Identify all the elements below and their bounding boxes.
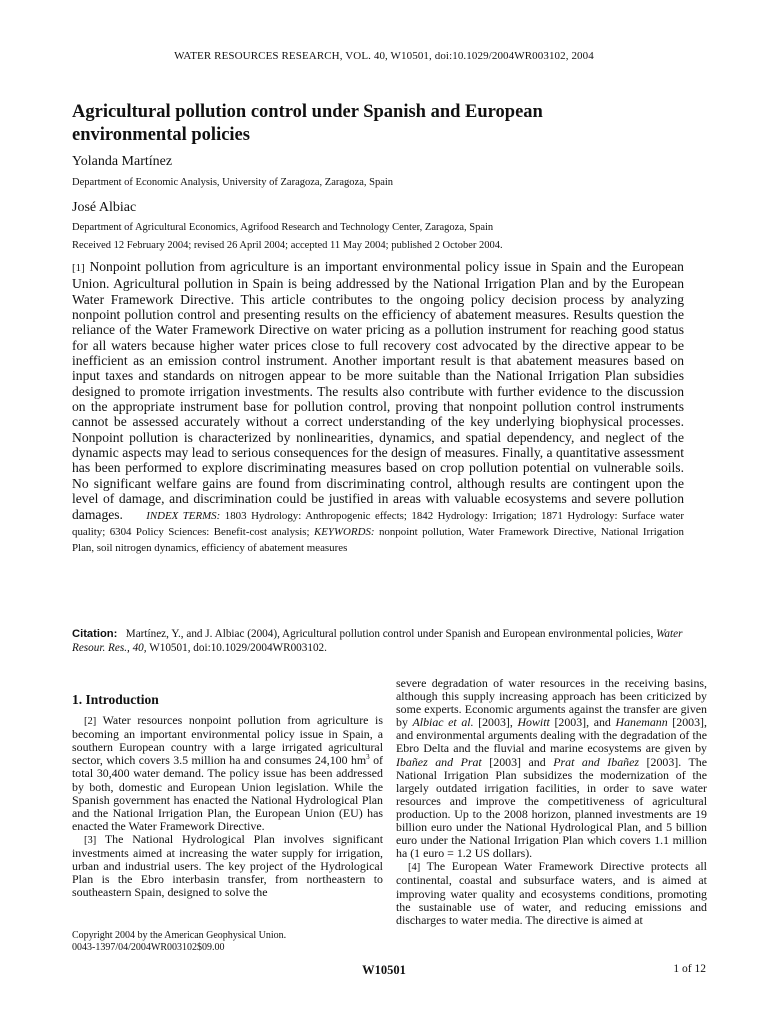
body-paragraph bbox=[396, 860, 707, 926]
paragraph-text: [2003]. The National Irrigation Plan subsidizes the modernization of the largely outdated irrigation facilities, in order to save water resources and improve the competitiveness of agricultural production. Up to the 2008 horizon, planned investments are 19 billion euro under the National Hydrological Plan, and 5 billion euro under the National Irrigation Plan which covers 1.1 million ha (1 euro = 1.2 US dollars). bbox=[396, 754, 708, 861]
body-paragraph bbox=[72, 714, 383, 833]
author-name: Yolanda Martínez bbox=[72, 154, 173, 169]
paragraph-text: Water resources nonpoint pollution from agriculture is becoming an important environmental policy issue in Spain, a southern European country with a large irrigated agricultural sector, which covers 3.5 million ha and consumes 24,100 hm bbox=[72, 713, 383, 768]
reference-link[interactable]: Albiac et al. bbox=[412, 715, 474, 730]
paragraph-text: [2003], and environmental arguments dealing with the degradation of the Ebro Delta and the fluvial and marine ecosystems are given by bbox=[396, 715, 707, 756]
paragraph-text: of total 30,400 water demand. The policy issue has been addressed by both, domestic and European Union legislation. While the Spanish government has enacted the National Hydrological Plan and the National Irrigation Plan, the European Union (EU) has enacted the Water Framework Directive. bbox=[72, 753, 383, 833]
abstract-text: Nonpoint pollution from agriculture is an important environmental policy issue in Spain and the European Union. Agricultural pollution in Spain is being addressed by the National Irrigation Plan and by the European Water Framework Directive. This article contributes to the ongoing policy decision process by analyzing nonpoint pollution control and presenting results on the efficiency of abatement measures. Results question the reliance of the Water Framework Directive on water pricing as a pollution instrument for reaching good status for all waters because higher water prices close to full recovery cost advocated by the directive appear to be inefficient as an emission control instrument. Another important result is that abatement measures based on input taxes and standards on nitrogen appear to be more suitable than the National Irrigation Plan subsidies designed to promote irrigation investments. The results also contribute with further evidence to the discussion on the appropriate instrument base for pollution control, proving that nonpoint pollution control instruments cannot be assessed accurately without a correct understanding of the key underlying biophysical processes. Nonpoint pollution is characterized by nonlinearities, dynamics, and spatial dependency, and neglect of the dynamic aspects may lead to serious consequences for the design of measures. Finally, a quantitative assessment has been performed to explore discriminating measures based on crop pollution potential on vulnerable soils. No significant welfare gains are found from discriminating control, although results are contingent upon the level of damage, and discrimination could be justified in areas with valuable ecosystems and severe pollution damages. bbox=[72, 259, 684, 522]
article-id: W10501 bbox=[362, 963, 406, 977]
copyright-text: Copyright 2004 by the American Geophysical Union. bbox=[72, 930, 287, 941]
running-head: WATER RESOURCES RESEARCH, VOL. 40, W10501, doi:10.1029/2004WR003102, 2004 bbox=[174, 50, 594, 62]
reference-link[interactable]: Hanemann bbox=[615, 715, 668, 730]
paragraph-text: [2003], bbox=[478, 715, 513, 730]
paragraph-number: [2] bbox=[84, 716, 97, 728]
paragraph-text: The European Water Framework Directive protects all continental, coastal and subsurface waters, and is aimed at improving water quality and ecosystems conditions, promoting the sustainable use of water, and reducing emissions and discharges to water media. The directive is aimed at bbox=[396, 859, 707, 927]
keywords-text: nonpoint pollution, Water Framework Directive, National Irrigation Plan, soil nitrogen dynamics, efficiency of abatement measures bbox=[72, 525, 684, 554]
superscript: 3 bbox=[366, 753, 370, 762]
citation-text: Martínez, Y., and J. Albiac (2004), Agricultural pollution control under Spanish and European environmental policies, bbox=[125, 628, 654, 640]
body-paragraph bbox=[72, 833, 383, 899]
body-column-right bbox=[396, 677, 707, 927]
author-affiliation: Department of Economic Analysis, University of Zaragoza, Zaragoza, Spain bbox=[72, 177, 394, 188]
citation-label: Citation: bbox=[72, 628, 118, 640]
reference-link[interactable]: Prat and Ibañez bbox=[553, 754, 639, 769]
paragraph-text: [2003] and bbox=[489, 754, 546, 769]
issn-code: 0043-1397/04/2004WR003102$09.00 bbox=[72, 942, 225, 953]
body-paragraph bbox=[396, 677, 707, 860]
paragraph-number: [1] bbox=[72, 262, 85, 274]
abstract bbox=[72, 259, 684, 555]
received-dates: Received 12 February 2004; revised 26 April 2004; accepted 11 May 2004; published 2 October 2004. bbox=[72, 240, 503, 251]
keywords-label: KEYWORDS: bbox=[314, 525, 375, 538]
index-terms-label: INDEX TERMS: bbox=[146, 509, 221, 522]
section-heading: 1. Introduction bbox=[72, 692, 159, 707]
citation-journal: Water Resour. Res., 40, bbox=[72, 628, 683, 654]
author-affiliation: Department of Agricultural Economics, Agrifood Research and Technology Center, Zaragoza, Spain bbox=[72, 222, 494, 233]
index-terms-text: 1803 Hydrology: Anthropogenic effects; 1842 Hydrology: Irrigation; 1871 Hydrology: Surface water quality; 6304 Policy Sciences: Benefit-cost analysis; bbox=[72, 509, 684, 538]
paragraph-text: severe degradation of water resources in the receiving basins, although this supply increasing approach has been criticized by some experts. Economic arguments against the transfer are given by bbox=[396, 676, 707, 730]
index-terms bbox=[72, 510, 684, 554]
page-number: 1 of 12 bbox=[673, 963, 706, 975]
paragraph-number: [3] bbox=[84, 834, 97, 846]
paragraph-text: The National Hydrological Plan involves significant investments aimed at increasing the water supply for irrigation, urban and industrial users. The key project of the Hydrological Plan is the Ebro interbasin transfer, from northeastern to southeastern Spain, designed to solve the bbox=[72, 831, 383, 900]
citation bbox=[72, 627, 702, 655]
citation-doi: W10501, doi:10.1029/2004WR003102. bbox=[149, 642, 327, 654]
reference-link[interactable]: Ibañez and Prat bbox=[396, 754, 482, 769]
reference-link[interactable]: Howitt bbox=[517, 715, 550, 730]
body-column-left bbox=[72, 693, 383, 899]
author-name: José Albiac bbox=[72, 200, 137, 215]
copyright-notice bbox=[72, 930, 286, 954]
paragraph-text: [2003], and bbox=[554, 715, 611, 730]
paragraph-number: [4] bbox=[408, 862, 421, 874]
article-title: Agricultural pollution control under Spanish and European environmental policies bbox=[72, 102, 543, 145]
